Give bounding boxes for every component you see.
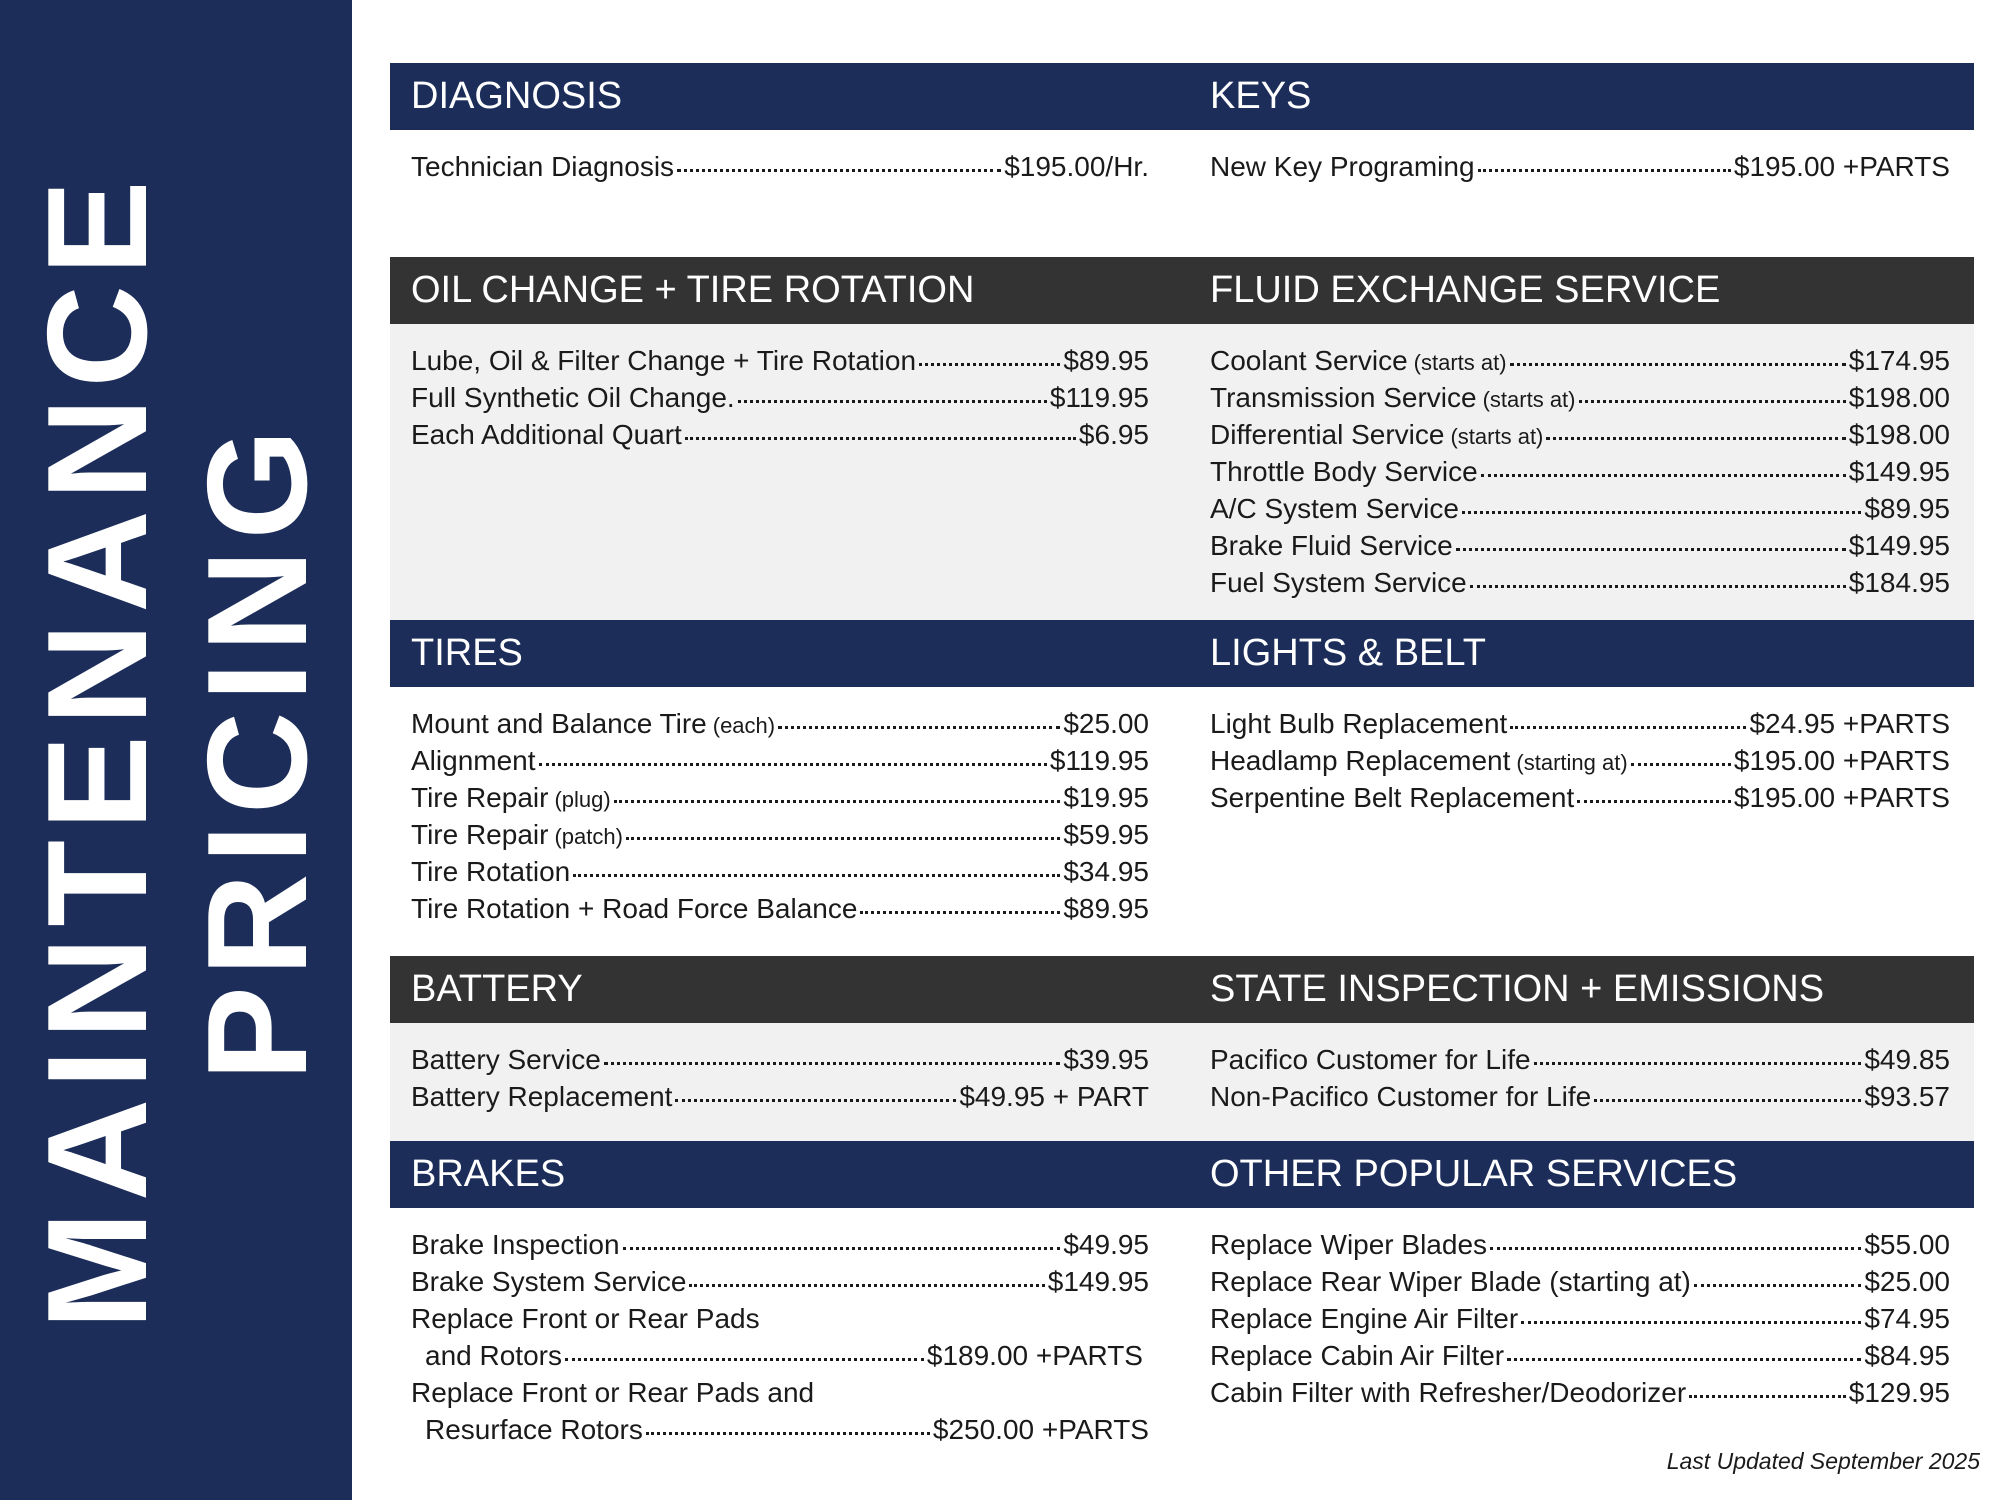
item-name: Tire Repair	[411, 819, 549, 850]
item-price: $149.95	[1848, 456, 1950, 487]
item-price: $59.95	[1063, 819, 1149, 850]
item-name: Cabin Filter with Refresher/Deodorizer	[1210, 1377, 1687, 1408]
section-battery-inspection	[390, 956, 1974, 1141]
leader-dots	[1478, 169, 1731, 172]
section-brakes-other	[390, 1141, 1974, 1448]
item-name: A/C System Service	[1210, 493, 1459, 524]
leader-dots	[626, 837, 1060, 840]
item-name: Replace Rear Wiper Blade (starting at)	[1210, 1266, 1691, 1297]
leader-dots	[539, 763, 1047, 766]
section-body	[390, 687, 1974, 956]
item-price: $39.95	[1063, 1044, 1149, 1075]
leader-dots	[1577, 800, 1731, 803]
item-name: Lube, Oil & Filter Change + Tire Rotation	[411, 345, 917, 376]
leader-dots	[1510, 726, 1746, 729]
item-price: $149.95	[1848, 530, 1950, 561]
leader-dots	[1594, 1099, 1861, 1102]
leader-dots	[1521, 1321, 1861, 1324]
item-name: Brake System Service	[411, 1266, 687, 1297]
item-price: $195.00 +PARTS	[1733, 782, 1950, 813]
list-item	[1210, 705, 1950, 742]
list-item	[1210, 1041, 1950, 1078]
leader-dots	[573, 874, 1060, 877]
item-note: (plug)	[554, 787, 611, 812]
header-battery: BATTERY	[411, 968, 583, 1010]
list-tires	[411, 705, 1149, 927]
section-body	[390, 1208, 1974, 1448]
item-name: Replace Engine Air Filter	[1210, 1303, 1519, 1334]
item-name: Full Synthetic Oil Change.	[411, 382, 735, 413]
list-item	[1210, 490, 1950, 527]
leader-dots	[1689, 1395, 1846, 1398]
item-name-line: Replace Front or Rear Pads	[411, 1303, 760, 1334]
list-item	[1210, 1337, 1950, 1374]
list-item	[1210, 1226, 1950, 1263]
item-price: $195.00 +PARTS	[1733, 745, 1950, 776]
title-maintenance: MAINTENANCE	[18, 170, 177, 1330]
section-body	[390, 324, 1974, 620]
title-pricing: PRICING	[178, 419, 337, 1081]
item-note: (starting at)	[1516, 750, 1628, 775]
item-name: Replace Cabin Air Filter	[1210, 1340, 1505, 1371]
list-item	[411, 853, 1149, 890]
list-item	[411, 742, 1149, 779]
item-price: $49.95	[1063, 1229, 1149, 1260]
list-item	[411, 342, 1149, 379]
item-price: $184.95	[1848, 567, 1950, 598]
leader-dots	[1481, 474, 1846, 477]
list-item	[1210, 342, 1950, 379]
item-price: $198.00	[1848, 419, 1950, 450]
list-item	[411, 416, 1149, 453]
list-item	[1210, 1263, 1950, 1300]
item-note: (starts at)	[1482, 387, 1576, 412]
item-name: Each Additional Quart	[411, 419, 682, 450]
list-item	[411, 816, 1149, 853]
header-brakes: BRAKES	[411, 1153, 566, 1195]
item-price: $84.95	[1864, 1340, 1950, 1371]
list-item	[1210, 1300, 1950, 1337]
list-item	[411, 1337, 1149, 1374]
item-price: $6.95	[1078, 419, 1149, 450]
list-other	[1210, 1226, 1950, 1411]
item-price: $174.95	[1848, 345, 1950, 376]
item-price: $195.00/Hr.	[1004, 151, 1149, 182]
list-item	[1210, 453, 1950, 490]
item-name: Serpentine Belt Replacement	[1210, 782, 1575, 813]
item-note: (starts at)	[1413, 350, 1507, 375]
item-price: $129.95	[1848, 1377, 1950, 1408]
leader-dots	[689, 1284, 1044, 1287]
item-name: Tire Repair	[411, 782, 549, 813]
item-name: Headlamp Replacement	[1210, 745, 1511, 776]
leader-dots	[565, 1358, 924, 1361]
item-name: Replace Wiper Blades	[1210, 1229, 1488, 1260]
item-price: $34.95	[1063, 856, 1149, 887]
item-price: $74.95	[1864, 1303, 1950, 1334]
header-other-services: OTHER POPULAR SERVICES	[1210, 1153, 1738, 1195]
list-item	[411, 1263, 1149, 1300]
item-price: $49.95 + PART	[959, 1081, 1149, 1112]
header-tires: TIRES	[411, 632, 523, 674]
leader-dots	[860, 911, 1060, 914]
leader-dots	[1470, 585, 1846, 588]
section-header	[390, 1141, 1974, 1208]
item-price: $25.00	[1864, 1266, 1950, 1297]
list-item	[411, 1411, 1149, 1448]
list-item	[1210, 527, 1950, 564]
item-name: Coolant Service	[1210, 345, 1408, 376]
list-item	[411, 1226, 1149, 1263]
list-lights	[1210, 705, 1950, 816]
item-name: Technician Diagnosis	[411, 151, 675, 182]
list-item	[411, 1041, 1149, 1078]
leader-dots	[1631, 763, 1731, 766]
list-item	[411, 379, 1149, 416]
item-name: Brake Fluid Service	[1210, 530, 1453, 561]
leader-dots	[1456, 548, 1846, 551]
item-price: $93.57	[1864, 1081, 1950, 1112]
item-price: $119.95	[1049, 382, 1149, 413]
item-name: Resurface Rotors	[425, 1414, 643, 1445]
item-price: $89.95	[1063, 345, 1149, 376]
list-item	[1210, 1078, 1950, 1115]
item-name: Non-Pacifico Customer for Life	[1210, 1081, 1592, 1112]
list-brakes	[411, 1226, 1149, 1448]
item-price: $25.00	[1063, 708, 1149, 739]
item-price: $250.00 +PARTS	[932, 1414, 1149, 1445]
item-price: $195.00 +PARTS	[1733, 151, 1950, 182]
item-name: Fuel System Service	[1210, 567, 1467, 598]
leader-dots	[604, 1062, 1061, 1065]
list-inspection	[1210, 1041, 1950, 1115]
item-name: Throttle Body Service	[1210, 456, 1478, 487]
leader-dots	[1462, 511, 1861, 514]
list-item	[1210, 742, 1950, 779]
list-battery	[411, 1041, 1149, 1115]
list-item	[411, 148, 1149, 185]
item-price: $119.95	[1049, 745, 1149, 776]
list-item	[411, 890, 1149, 927]
leader-dots	[1510, 363, 1846, 366]
item-note: (patch)	[554, 824, 623, 849]
item-price: $149.95	[1047, 1266, 1149, 1297]
leader-dots	[685, 437, 1076, 440]
list-item	[1210, 779, 1950, 816]
leader-dots	[1694, 1284, 1861, 1287]
item-price: $189.00 +PARTS	[926, 1340, 1143, 1371]
leader-dots	[919, 363, 1060, 366]
item-name-line: Replace Front or Rear Pads and	[411, 1377, 815, 1408]
sidebar-banner	[0, 0, 352, 1500]
header-fluid-exchange: FLUID EXCHANGE SERVICE	[1210, 269, 1721, 311]
list-fluid	[1210, 342, 1950, 601]
header-keys: KEYS	[1210, 75, 1312, 117]
section-header	[390, 257, 1974, 324]
item-name: Mount and Balance Tire	[411, 708, 707, 739]
section-header	[390, 956, 1974, 1023]
item-name: Battery Service	[411, 1044, 601, 1075]
item-name: Battery Replacement	[411, 1081, 673, 1112]
list-item	[1210, 379, 1950, 416]
item-price: $49.85	[1864, 1044, 1950, 1075]
item-name: Differential Service	[1210, 419, 1445, 450]
leader-dots	[1534, 1062, 1862, 1065]
leader-dots	[614, 800, 1061, 803]
list-item	[411, 779, 1149, 816]
list-item	[1210, 416, 1950, 453]
leader-dots	[1546, 437, 1845, 440]
item-price: $89.95	[1864, 493, 1950, 524]
item-price: $198.00	[1848, 382, 1950, 413]
section-tires-lights	[390, 620, 1974, 956]
item-name: Tire Rotation + Road Force Balance	[411, 893, 858, 924]
item-name: Tire Rotation	[411, 856, 571, 887]
item-price: $55.00	[1864, 1229, 1950, 1260]
last-updated-note: Last Updated September 2025	[1666, 1448, 1980, 1474]
list-keys	[1210, 148, 1950, 185]
item-price: $24.95 +PARTS	[1749, 708, 1950, 739]
section-header	[390, 63, 1974, 130]
item-note: (starts at)	[1450, 424, 1544, 449]
leader-dots	[623, 1247, 1061, 1250]
list-item	[1210, 148, 1950, 185]
leader-dots	[738, 400, 1047, 403]
item-name: Light Bulb Replacement	[1210, 708, 1508, 739]
list-item	[1210, 564, 1950, 601]
leader-dots	[677, 169, 1001, 172]
header-oil-change: OIL CHANGE + TIRE ROTATION	[411, 269, 975, 311]
item-name: Pacifico Customer for Life	[1210, 1044, 1531, 1075]
list-item	[1210, 1374, 1950, 1411]
leader-dots	[778, 726, 1060, 729]
item-note: (each)	[712, 713, 776, 738]
item-price: $89.95	[1063, 893, 1149, 924]
list-oil	[411, 342, 1149, 453]
leader-dots	[1490, 1247, 1861, 1250]
header-state-inspection: STATE INSPECTION + EMISSIONS	[1210, 968, 1825, 1010]
section-body	[390, 130, 1974, 250]
leader-dots	[646, 1432, 930, 1435]
list-item	[411, 1078, 1149, 1115]
item-name: Alignment	[411, 745, 536, 776]
item-name: New Key Programing	[1210, 151, 1475, 182]
section-header	[390, 620, 1974, 687]
section-diagnosis-keys	[390, 63, 1974, 250]
list-item	[411, 705, 1149, 742]
header-lights-belt: LIGHTS & BELT	[1210, 632, 1486, 674]
header-diagnosis: DIAGNOSIS	[411, 75, 623, 117]
item-name: Transmission Service	[1210, 382, 1477, 413]
leader-dots	[675, 1099, 956, 1102]
item-name: Brake Inspection	[411, 1229, 620, 1260]
list-diagnosis	[411, 148, 1149, 185]
item-price: $19.95	[1063, 782, 1149, 813]
leader-dots	[1507, 1358, 1861, 1361]
section-body	[390, 1023, 1974, 1141]
section-oil-fluid	[390, 257, 1974, 620]
leader-dots	[1579, 400, 1846, 403]
item-name: and Rotors	[425, 1340, 562, 1371]
